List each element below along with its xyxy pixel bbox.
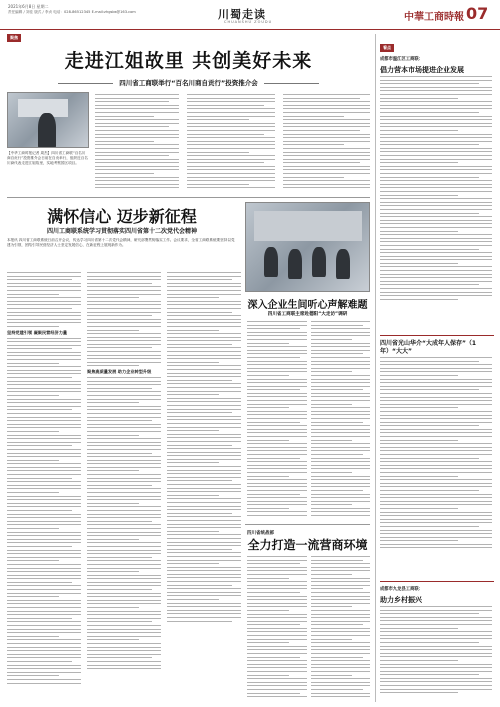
brief1-headline: 倡力营本市场提进企业发展 <box>380 66 464 74</box>
story4-kicker: 四川省统战部 <box>247 531 274 536</box>
story1-text-col1 <box>95 94 179 194</box>
brief2-text <box>380 357 492 577</box>
editor-contacts: 责任编辑 / 刘佳 版式 / 李贞 电话：028-86512345 E-mail:zhgsbs@163.com <box>8 10 136 14</box>
story-divider <box>7 197 370 198</box>
brief-divider <box>380 581 494 582</box>
story2-text-col1 <box>7 272 81 702</box>
story3-text-col1 <box>247 321 307 521</box>
story3-subheadline: 四川省工商联主席赴德阳“大走访”调研 <box>267 312 348 317</box>
story2-lead: 本报讯 四川省工商联系统日前召开会议，传达学习四川省第十二次党代会精神，研究部署贯彻落实工作。会议要求，全省工商联系统要坚持以党建为引领，团结引导民营经济人士坚定发展信心，在新征程上展现新作为。 <box>7 238 235 247</box>
brief1-text <box>380 76 492 331</box>
meeting-photo <box>245 202 370 292</box>
story2-text-col3 <box>167 272 241 702</box>
story2-headline: 满怀信心 迈步新征程 <box>47 207 197 226</box>
story4-text-col2 <box>311 556 370 702</box>
story1-text-col3 <box>283 94 370 194</box>
brief3-kicker: 成都市九龙县工商联： <box>380 587 423 592</box>
section-subtitle: CHUANSHU ZOUDU <box>224 20 273 24</box>
story2-text-col2 <box>87 272 161 702</box>
story3-text-col2 <box>311 321 370 521</box>
story3-headline: 深入企业生间听心声解难题 <box>247 300 368 311</box>
section-tag: 看点 <box>380 44 394 52</box>
section-tag: 聚焦 <box>7 34 21 42</box>
page-masthead <box>0 0 500 30</box>
photo-caption: 【中华工商时报记者 周杰】四川省工商联“百名川商自贡行”投资推介会日前在自贡举行，组织近百名川商代表走进江姐故里，实地考察园区项目。 <box>7 151 88 165</box>
main-column <box>7 34 370 702</box>
section-title: 川蜀走读 <box>218 8 266 21</box>
story-divider <box>245 524 370 525</box>
newspaper-name: 中華工商時報 <box>404 12 464 23</box>
speaker-photo <box>7 92 89 148</box>
sidebar-column <box>375 34 494 702</box>
lead-subheadline: 四川省工商联举行“百名川商自贡行”投资推介会 <box>7 78 370 87</box>
story4-text-col1 <box>247 556 307 702</box>
story2-crosshead: 聚焦高质量发展 助力企业转型升级 <box>87 369 152 375</box>
brief2-headline: 四川省光山华介“大成年人保存”（1年）“大大” <box>380 340 477 355</box>
brief3-text <box>380 606 492 706</box>
story2-crosshead: 坚持党建引领 凝聚民营经济力量 <box>7 329 68 335</box>
story4-headline: 全力打造一流营商环境 <box>247 538 368 552</box>
issue-date: 2021年6月8日 星期二 <box>8 4 49 9</box>
page-number: 07 <box>466 4 489 23</box>
lead-headline: 走进江姐故里 共创美好未来 <box>64 50 313 72</box>
story1-text-col2 <box>187 94 275 194</box>
brief-divider <box>380 335 494 336</box>
story2-subheadline: 四川工商联系统学习贯彻落实四川省第十二次党代会精神 <box>46 228 197 235</box>
brief3-headline: 助力乡村振兴 <box>380 596 422 604</box>
brief1-kicker: 成都市温江区工商联： <box>380 57 423 62</box>
